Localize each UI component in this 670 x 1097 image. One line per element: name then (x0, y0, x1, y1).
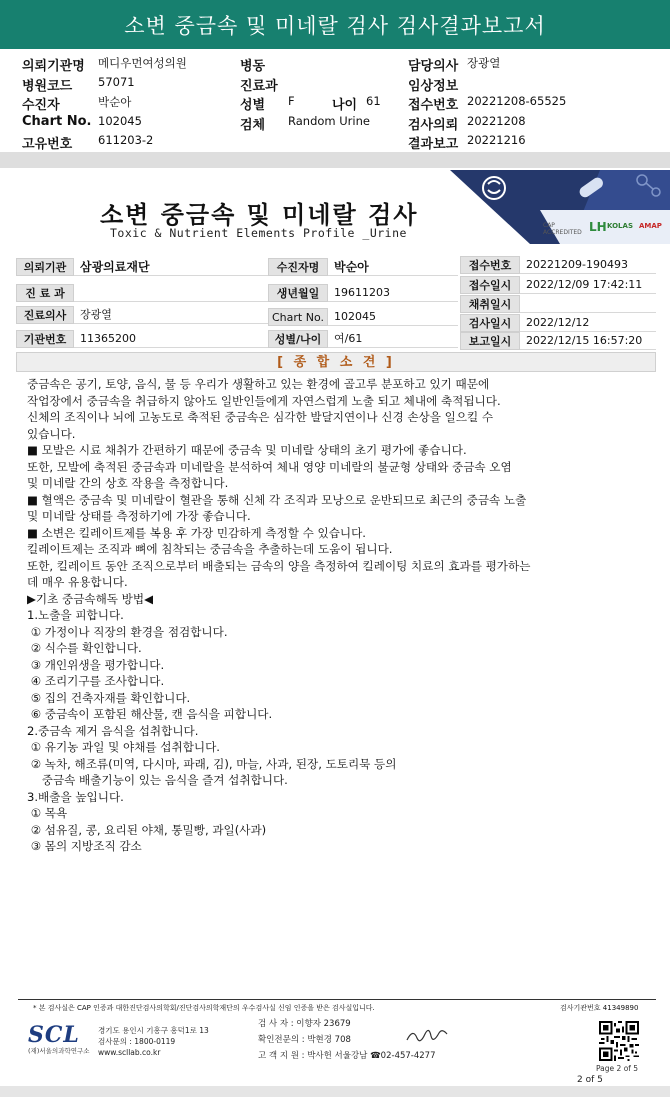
lab-number: 검사기관번호 41349890 (560, 1004, 639, 1012)
report-title: 소변 중금속 및 미네랄 검사 (100, 201, 419, 229)
list-item: ① 가정이나 직장의 환경을 점검합니다. (27, 624, 228, 639)
support-line: 고 객 지 원 : 박사헌 서울강남 ☎02-457-4277 (258, 1051, 436, 1061)
list-item: ② 섬유질, 콩, 요리된 야채, 통밀빵, 과일(사과) (27, 822, 267, 837)
age-label: 나이 (332, 98, 358, 114)
receipt-datetime-value: 2022/12/09 17:42:11 (520, 276, 656, 294)
patient-value: 박순아 (98, 95, 132, 110)
report-subtitle: Toxic & Nutrient Elements Profile _Urine (110, 226, 407, 240)
specimen-label: 검체 (240, 117, 266, 133)
body-line: 킬레이트제는 조직과 뼈에 침착되는 중금속을 추출하는데 도움이 됩니다. (27, 542, 393, 556)
chart-number-label: Chart No. (268, 308, 328, 326)
page-bottom-strip (0, 1086, 670, 1097)
hospital-code-label: 병원코드 (22, 78, 73, 94)
patient-name-value: 박순아 (328, 258, 458, 276)
result-report-value: 20221216 (467, 133, 526, 148)
birth-date-value: 19611203 (328, 284, 458, 302)
collection-datetime-value (520, 295, 656, 313)
doctor-value: 장광열 (467, 56, 501, 70)
department-info-label: 진 료 과 (16, 284, 74, 302)
body-line: ■ 모발은 시료 채취가 간편하기 때문에 중금속 및 미네랄 상태의 초기 평가에 좋습니다. (27, 443, 467, 457)
list-item: ① 유기농 과일 및 야채를 섭취합니다. (27, 740, 220, 754)
body-line: 신체의 조직이나 뇌에 고농도로 축적된 중금속은 심각한 발달지연이나 신경 손상을 일으킬 수 (27, 410, 494, 424)
body-line: ■ 소변은 킬레이트제를 복용 후 가장 민감하게 측정할 수 있습니다. (27, 525, 366, 540)
body-line: 또한, 킬레이트 동안 조직으로부터 배출되는 금속의 양을 측정하여 킬레이팅 치료의 효과를 평가하는 (27, 558, 531, 573)
list-item: ② 식수를 확인합니다. (27, 641, 142, 655)
unique-id-value: 611203-2 (98, 133, 154, 148)
list-item: ③ 몸의 지방조직 감소 (27, 839, 142, 853)
scl-logo-subtitle: (재)서울의과학연구소 (28, 1047, 90, 1055)
body-line: 또한, 모발에 축적된 중금속과 미네랄을 분석하여 체내 영양 미네랄의 불균형 상태와 중금속 오염 (27, 459, 512, 474)
result-report-label: 결과보고 (408, 137, 459, 153)
patient-info-table (16, 256, 656, 350)
clinical-info-label: 임상정보 (408, 78, 459, 94)
lh-logo: LH (589, 220, 607, 234)
institution-value: 삼광의료재단 (74, 258, 268, 276)
specimen-value: Random Urine (288, 113, 370, 128)
birth-date-label: 생년월일 (268, 284, 328, 302)
header-row-3 (22, 93, 662, 113)
report-title-bar: 소변 중금속 및 미네랄 검사 검사결과보고서 (0, 0, 670, 49)
physician-value: 장광열 (74, 306, 268, 324)
list-item: ④ 조리기구를 조사합니다. (27, 674, 165, 688)
body-line: 및 미네랄 상태를 측정하기에 가장 좋습니다. (27, 509, 251, 523)
age-value: 61 (366, 94, 381, 109)
header-row-5 (22, 132, 662, 152)
body-line: 있습니다. (27, 426, 76, 441)
institution-code-value: 11365200 (74, 330, 268, 348)
address-line: 경기도 용인시 기흥구 흥덕1로 13 (98, 1026, 209, 1035)
receipt-no-label: 접수번호 (460, 256, 520, 274)
kolas-logo: KOLAS (607, 222, 633, 230)
certification-note: * 본 검사실은 CAP 인증과 대한진단검사의학회/진단검사의학재단의 우수검사실 신임 인증을 받은 검사실입니다. (33, 1004, 375, 1012)
scl-logo (28, 1022, 90, 1055)
qr-code-icon (598, 1021, 640, 1061)
page-indicator: 2 of 5 (577, 1075, 603, 1085)
website-link[interactable]: www.scllab.co.kr (98, 1048, 161, 1057)
chart-no-value: 102045 (98, 113, 142, 128)
institution-label: 의뢰기관 (16, 258, 74, 276)
physician-label: 진료의사 (16, 306, 74, 324)
detox-heading: ▶기초 중금속해독 방법◀ (27, 591, 153, 606)
amap-logo: AMAP (639, 222, 662, 230)
body-line: 및 미네랄 간의 상호 작용을 측정합니다. (27, 476, 229, 490)
cap-logo: CAP ACCREDITED (543, 222, 582, 236)
receipt-number-label: 접수번호 (408, 98, 459, 114)
list-item: ⑥ 중금속이 포함된 해산물, 캔 음식을 피합니다. (27, 707, 273, 721)
scl-logo-text: SCL (28, 1022, 80, 1048)
list-item: ① 목욕 (27, 806, 68, 820)
list-item: ⑤ 집의 건축자재를 확인합니다. (27, 690, 191, 705)
signature-icon (404, 1024, 450, 1048)
receipt-datetime-label: 접수일시 (460, 276, 520, 294)
footer-divider (18, 999, 656, 1000)
header-row-4 (22, 113, 662, 133)
sex-value: F (288, 94, 295, 109)
institution-name-value: 메디우먼여성의원 (98, 56, 187, 70)
department-info-value (74, 284, 268, 302)
certification-logos (543, 216, 665, 240)
summary-opinion-banner: [ 종 합 소 견 ] (16, 352, 656, 372)
ward-label: 병동 (240, 59, 266, 74)
sex-age-label: 성별/나이 (268, 330, 328, 348)
report-datetime-value: 2022/12/15 16:57:20 (520, 332, 656, 350)
test-datetime-value: 2022/12/12 (520, 314, 656, 332)
doctor-label: 담당의사 (408, 59, 459, 74)
report-datetime-label: 보고일시 (460, 332, 520, 350)
header-row-1 (22, 54, 662, 74)
list-item: ③ 개인위생을 평가합니다. (27, 657, 165, 672)
receipt-no-value: 20221209-190493 (520, 256, 656, 274)
body-line: 작업장에서 중금속을 취급하지 않아도 일반인들에게 자연스럽게 노출 되고 체내에 축적됩니다. (27, 393, 501, 408)
body-line: 데 매우 유용합니다. (27, 575, 128, 589)
hospital-code-value: 57071 (98, 74, 135, 89)
body-line: 중금속은 공기, 토양, 음식, 물 등 우리가 생활하고 있는 환경에 골고루 분포하고 있기 때문에 (27, 377, 490, 391)
sex-age-value: 여/61 (328, 330, 458, 348)
specialist-line: 확인전문의 : 박현경 708 (258, 1035, 351, 1045)
report-header (22, 54, 662, 152)
department-label: 진료과 (240, 78, 278, 94)
chart-number-value: 102045 (328, 308, 458, 326)
patient-label: 수진자 (22, 98, 60, 114)
inquiry-line: 검사문의 : 1800-0119 (98, 1037, 176, 1046)
patient-name-label: 수진자명 (268, 258, 328, 276)
chart-no-label: Chart No. (22, 113, 92, 129)
section-heading: 3.배출을 높입니다. (27, 789, 124, 804)
test-datetime-label: 검사일시 (460, 314, 520, 332)
test-request-value: 20221208 (467, 113, 526, 128)
list-item: 중금속 배출기능이 있는 음식을 즐겨 섭취합니다. (27, 773, 288, 787)
body-line: ■ 혈액은 중금속 및 미네랄이 혈관을 통해 신체 각 조직과 모낭으로 운반되므로 최근의 중금속 노출 (27, 492, 527, 507)
page-separator (0, 152, 670, 168)
summary-body (27, 376, 647, 855)
list-item: ② 녹차, 해조류(미역, 다시마, 파래, 김), 마늘, 사과, 된장, 도토리묵 등의 (27, 756, 397, 771)
institution-code-label: 기관번호 (16, 330, 74, 348)
test-request-label: 검사의뢰 (408, 117, 459, 133)
collection-datetime-label: 채취일시 (460, 295, 520, 313)
section-heading: 1.노출을 피합니다. (27, 608, 124, 622)
tester-line: 검 사 자 : 이향자 23679 (258, 1019, 351, 1029)
section-heading: 2.중금속 제거 음식을 섭취합니다. (27, 723, 199, 738)
unique-id-label: 고유번호 (22, 137, 73, 153)
lab-address (98, 1025, 209, 1058)
page-indicator-small: Page 2 of 5 (596, 1064, 639, 1073)
header-row-2 (22, 74, 662, 94)
receipt-number-value: 20221208-65525 (467, 94, 567, 109)
sex-label: 성별 (240, 98, 266, 114)
institution-name-label: 의뢰기관명 (22, 59, 85, 74)
